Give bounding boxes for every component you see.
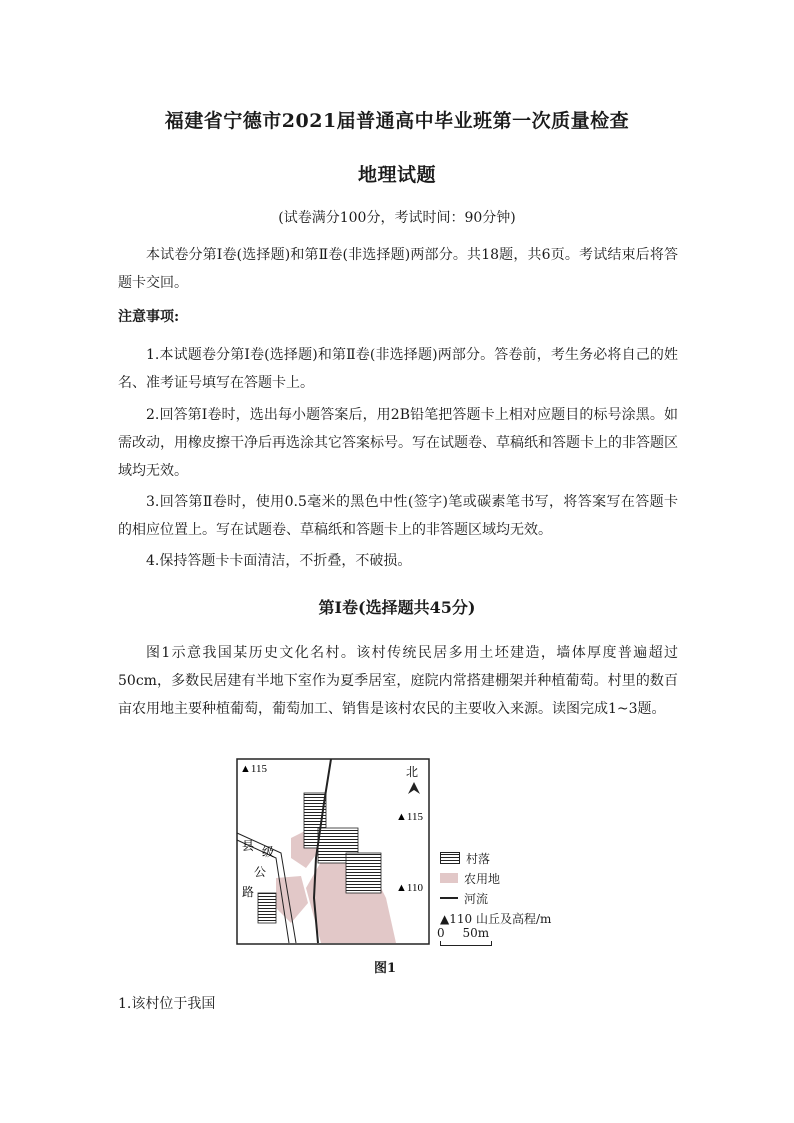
road-label-char: 县 xyxy=(242,839,255,853)
legend-label: ▲110 山丘及高程/m xyxy=(440,911,552,926)
farmland-symbol-icon xyxy=(440,873,458,883)
road-label-char: 路 xyxy=(242,885,255,899)
hill-marker: ▲115 xyxy=(396,811,423,823)
scale-bar xyxy=(440,941,492,946)
question-stem: 1.该村位于我国 xyxy=(118,996,216,1012)
village-block xyxy=(346,853,381,893)
note-item: 3.回答第Ⅱ卷时，使用0.5毫米的黑色中性(签字)笔或碳素笔书写，将答案写在答题卡的相应位置上。写在试题卷、草稿纸和答题卡上的非答题区域均无效。 xyxy=(118,494,678,538)
village-symbol-icon xyxy=(440,852,460,864)
legend-item xyxy=(440,868,551,888)
intro-paragraph: 本试卷分第Ⅰ卷(选择题)和第Ⅱ卷(非选择题)两部分。共18题，共6页。考试结束后将答题卡交回。 xyxy=(118,247,678,291)
legend-label: 农用地 xyxy=(464,871,501,886)
legend-label: 村落 xyxy=(466,851,491,866)
note-item: 4.保持答题卡卡面清洁，不折叠，不破损。 xyxy=(146,553,412,569)
scale-distance: 50m xyxy=(462,926,490,940)
figure-intro-paragraph: 图1示意我国某历史文化名村。该村传统民居多用土坯建造，墙体厚度普遍超过50cm，多数民居建有半地下室作为夏季居室，庭院内常搭建棚架并种植葡萄。村里的数百亩农用地主要种植葡萄，葡萄加工、销售是该村农民的主要收入来源。读图完成1~3题。 xyxy=(118,645,678,717)
hill-marker: ▲110 xyxy=(396,882,423,894)
note-item: 2.回答第Ⅰ卷时，选出每小题答案后，用2B铅笔把答题卡上相对应题目的标号涂黑。如需改动，用橡皮擦干净后再选涂其它答案标号。写在试题卷、草稿纸和答题卡上的非答题区域均无效。 xyxy=(118,407,678,479)
exam-info: (试卷满分100分，考试时间：90分钟) xyxy=(278,210,516,226)
legend-item xyxy=(440,908,551,928)
exam-title: 福建省宁德市2021届普通高中毕业班第一次质量检查 xyxy=(164,110,630,132)
north-label: 北 xyxy=(406,765,419,779)
figure-caption: 图1 xyxy=(374,961,397,976)
road-label-char: 公 xyxy=(254,865,267,879)
hill-marker: ▲115 xyxy=(240,763,267,775)
river-symbol-icon xyxy=(440,897,458,899)
section-heading: 第Ⅰ卷(选择题共45分) xyxy=(318,598,476,617)
notes-heading: 注意事项: xyxy=(118,309,180,325)
map-svg xyxy=(236,758,436,948)
note-item: 1.本试题卷分第Ⅰ卷(选择题)和第Ⅱ卷(非选择题)两部分。答卷前，考生务必将自己的姓名、准考证号填写在答题卡上。 xyxy=(118,347,678,391)
scale-label xyxy=(437,926,489,940)
scale-zero: 0 xyxy=(437,926,445,940)
subject-title: 地理试题 xyxy=(357,164,436,186)
map-legend xyxy=(440,848,551,928)
village-map xyxy=(236,758,436,948)
village-block xyxy=(258,893,276,923)
legend-label: 河流 xyxy=(464,891,489,906)
legend-item xyxy=(440,888,551,908)
road-label-char: 级 xyxy=(262,845,275,859)
legend-item xyxy=(440,848,551,868)
